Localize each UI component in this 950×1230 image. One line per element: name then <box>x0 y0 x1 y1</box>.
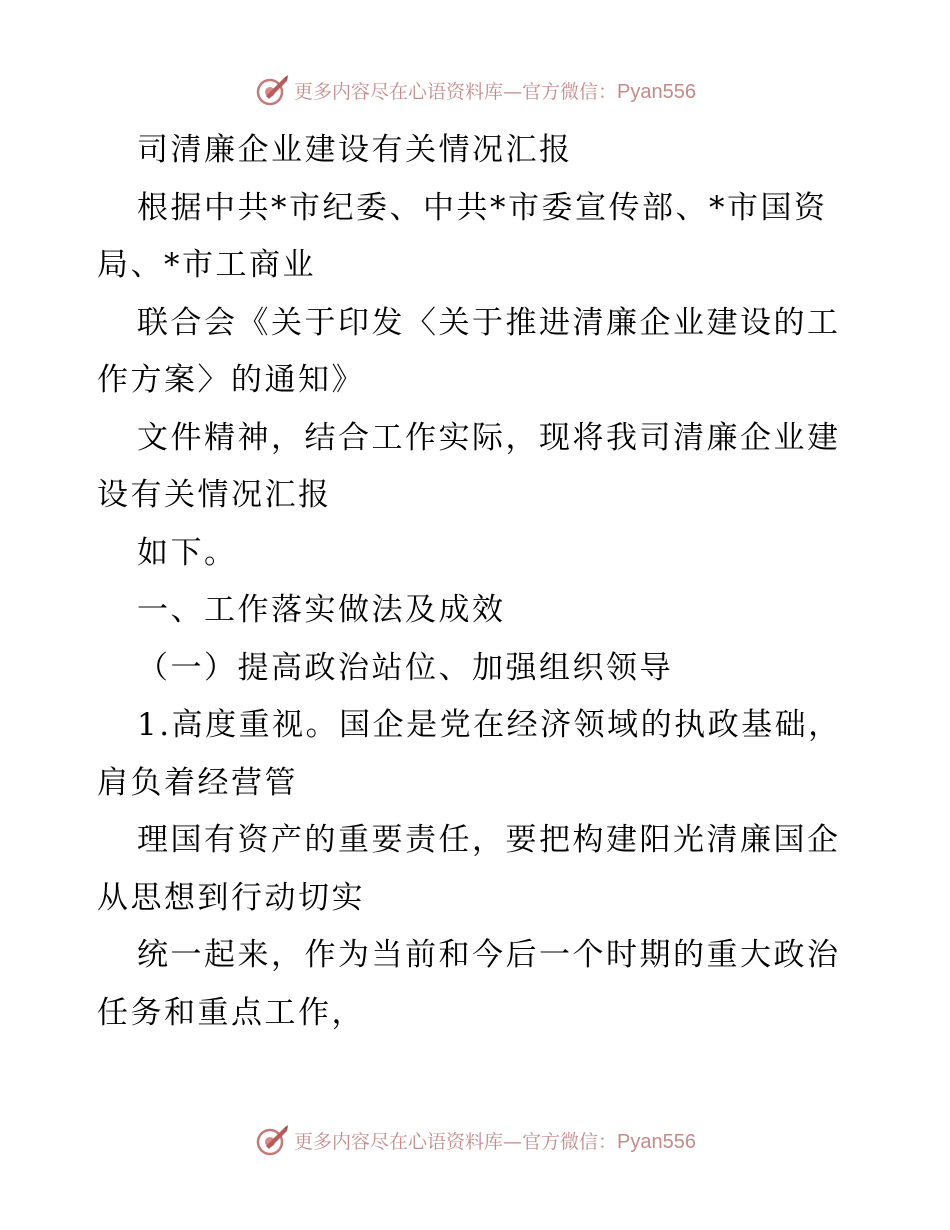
body-line: 从思想到行动切实 <box>97 879 365 916</box>
subsection-heading: （一）提高政治站位、加强组织领导 <box>137 649 673 686</box>
body-line: 理国有资产的重要责任，要把构建阳光清廉国企 <box>137 822 841 858</box>
quill-logo-icon <box>254 72 290 108</box>
body-line: 肩负着经营管 <box>97 764 298 801</box>
body-line: 作方案〉的通知》 <box>97 362 365 398</box>
body-line: 司清廉企业建设有关情况汇报 <box>137 132 573 168</box>
section-heading: 一、工作落实做法及成效 <box>137 592 506 628</box>
header-watermark <box>0 70 950 110</box>
body-line: 根据中共*市纪委、中共*市委宣传部、*市国资 <box>137 189 828 226</box>
body-line: 设有关情况汇报 <box>97 477 332 513</box>
document-body <box>97 122 857 1042</box>
body-line: 任务和重点工作， <box>97 994 365 1031</box>
body-line: 联合会《关于印发〈关于推进清廉企业建设的工 <box>137 304 841 341</box>
watermark-wechat-id: Pyan556 <box>617 1130 696 1153</box>
quill-logo-icon <box>254 1122 290 1158</box>
body-line: 文件精神，结合工作实际，现将我司清廉企业建 <box>137 419 841 456</box>
footer-watermark <box>0 1120 950 1160</box>
body-line: 局、*市工商业 <box>97 247 316 283</box>
body-line: 1.高度重视。国企是党在经济领域的执政基础， <box>137 707 842 743</box>
watermark-text: 更多内容尽在心语资料库—官方微信：Pyan556 <box>294 80 696 103</box>
watermark-text: 更多内容尽在心语资料库—官方微信：Pyan556 <box>294 1130 696 1153</box>
watermark-wechat-id: Pyan556 <box>617 80 696 103</box>
body-line: 统一起来，作为当前和今后一个时期的重大政治 <box>137 937 841 973</box>
body-line: 如下。 <box>137 534 238 571</box>
